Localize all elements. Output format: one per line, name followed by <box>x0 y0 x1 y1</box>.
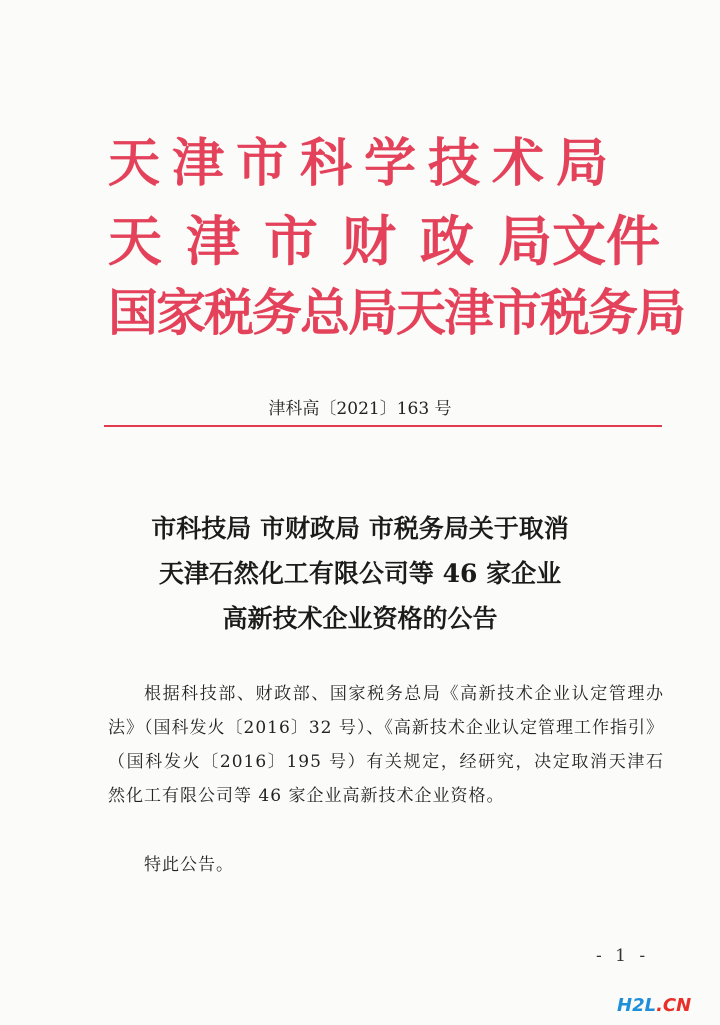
document-number: 津科高〔2021〕163 号 <box>268 399 452 419</box>
issuer-line-tax-bureau: 国家税务总局天津市税务局 <box>108 283 684 342</box>
issuer-char: 津 <box>186 209 240 273</box>
red-divider-line <box>104 425 662 427</box>
issuer-line-science-bureau: 天津市科学技术局 <box>108 133 621 194</box>
body-paragraph: 根据科技部、财政部、国家税务总局《高新技术企业认定管理办法》（国科发火〔2016〕32 号）、《高新技术企业认定管理工作指引》（国科发火〔2016〕195 号）有关规定，经研究，决定取消天津石然化工有限公司等 46 家企业高新技术企业资格。 <box>108 684 664 806</box>
watermark-part-1: H2L <box>617 995 657 1016</box>
announcement-title-line-2: 天津石然化工有限公司等 46 家企业 <box>158 559 562 588</box>
issuer-line-finance-bureau <box>108 209 660 273</box>
watermark-part-2: .CN <box>656 995 692 1016</box>
issuer-char: 天 <box>108 209 162 273</box>
page-number: - 1 - <box>596 946 650 966</box>
issuer-char: 财 <box>342 209 396 273</box>
announcement-body <box>108 677 664 813</box>
issuer-char: 市 <box>264 209 318 273</box>
closing-remark: 特此公告。 <box>144 855 234 875</box>
site-watermark <box>617 995 691 1016</box>
announcement-title-line-1: 市科技局 市财政局 市税务局关于取消 <box>151 514 569 543</box>
announcement-title-line-3: 高新技术企业资格的公告 <box>222 604 498 633</box>
issuer-char: 局文件 <box>498 209 660 273</box>
issuer-char: 政 <box>420 209 474 273</box>
